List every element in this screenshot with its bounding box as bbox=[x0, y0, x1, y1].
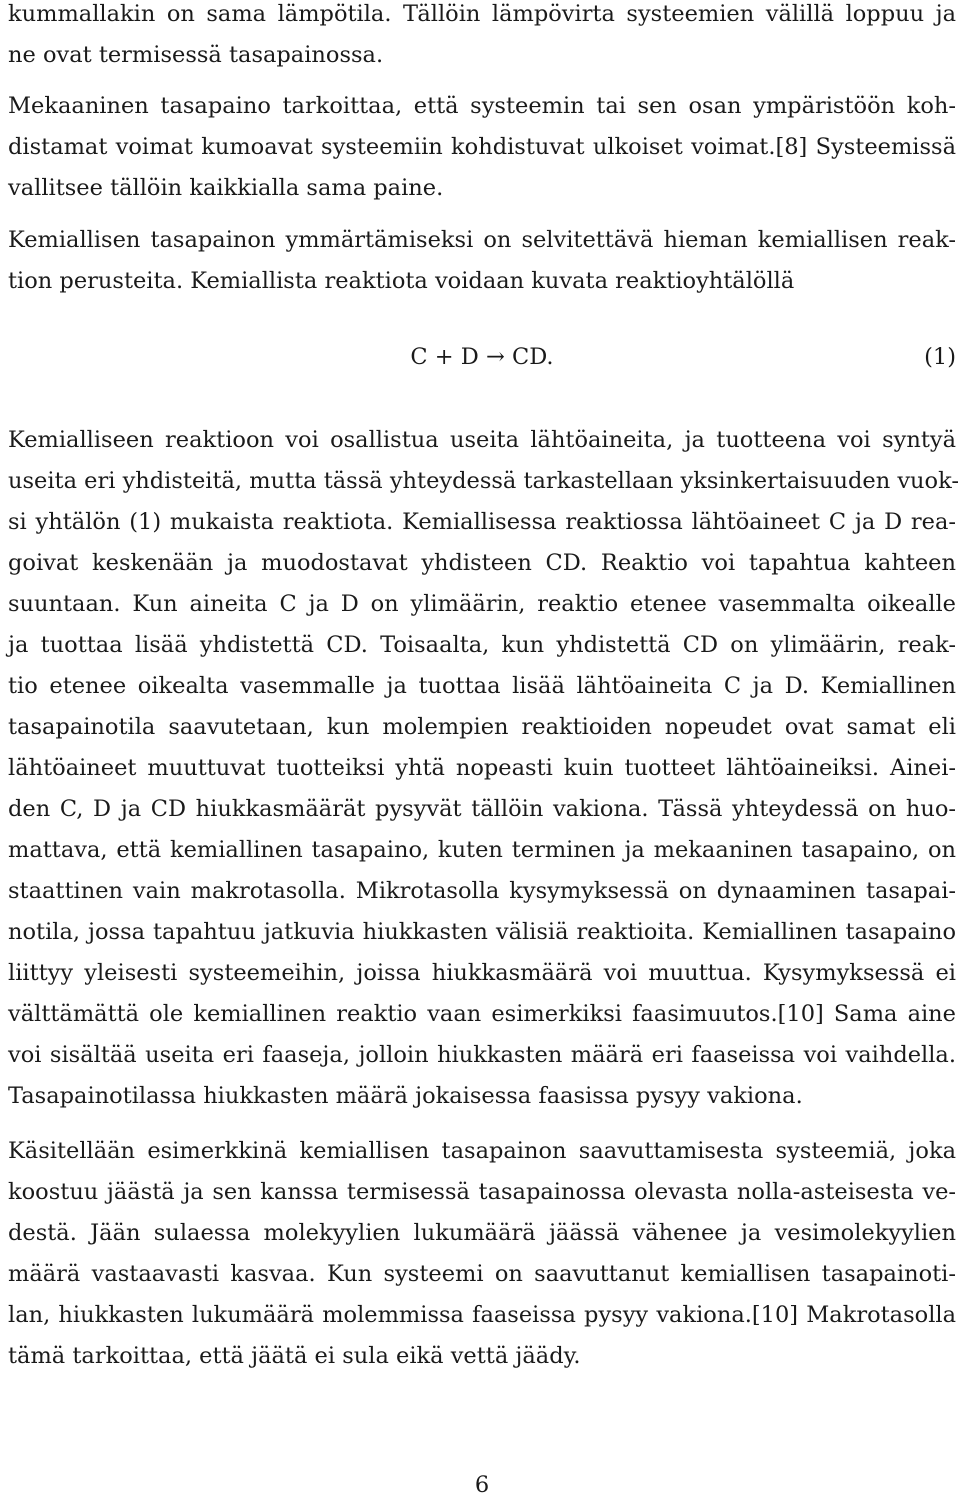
text-line: goivat keskenään ja muodostavat yhdisteen CD. Reaktio voi tapahtua kahteen bbox=[8, 550, 956, 576]
text-line: tio etenee oikealta vasemmalle ja tuottaa lisää lähtöaineita C ja D. Kemiallinen bbox=[8, 673, 956, 699]
equation-number: (1) bbox=[924, 344, 956, 370]
text-line: Kemiallisen tasapainon ymmärtämiseksi on selvitettävä hieman kemiallisen reak- bbox=[8, 227, 956, 253]
text-line: destä. Jään sulaessa molekyylien lukumäärä jäässä vähenee ja vesimolekyylien bbox=[8, 1220, 956, 1246]
text-line: Kemialliseen reaktioon voi osallistua useita lähtöaineita, ja tuotteena voi syntyä bbox=[8, 427, 956, 453]
text-line: tion perusteita. Kemiallista reaktiota voidaan kuvata reaktioyhtälöllä bbox=[8, 268, 795, 294]
text-line: useita eri yhdisteitä, mutta tässä yhteydessä tarkastellaan yksinkertaisuuden vuok- bbox=[8, 468, 959, 494]
text-line: lähtöaineet muuttuvat tuotteiksi yhtä nopeasti kuin tuotteet lähtöaineiksi. Ainei- bbox=[8, 755, 956, 781]
text-line: Tasapainotilassa hiukkasten määrä jokaisessa faasissa pysyy vakiona. bbox=[8, 1083, 803, 1109]
text-line: Käsitellään esimerkkinä kemiallisen tasapainon saavuttamisesta systeemiä, joka bbox=[8, 1138, 956, 1164]
text-line: suuntaan. Kun aineita C ja D on ylimäärin, reaktio etenee vasemmalta oikealle bbox=[8, 591, 956, 617]
text-line: mattava, että kemiallinen tasapaino, kuten terminen ja mekaaninen tasapaino, on bbox=[8, 837, 956, 863]
text-line: voi sisältää useita eri faaseja, jolloin hiukkasten määrä eri faaseissa voi vaihdella. bbox=[8, 1042, 956, 1068]
text-line: liittyy yleisesti systeemeihin, joissa hiukkasmäärä voi muuttua. Kysymyksessä ei bbox=[8, 960, 956, 986]
text-line: kummallakin on sama lämpötila. Tällöin lämpövirta systeemien välillä loppuu ja bbox=[8, 1, 956, 27]
text-line: distamat voimat kumoavat systeemiin kohdistuvat ulkoiset voimat.[8] Systeemissä bbox=[8, 134, 956, 160]
page-number: 6 bbox=[474, 1472, 490, 1498]
text-line: tasapainotila saavutetaan, kun molempien reaktioiden nopeudet ovat samat eli bbox=[8, 714, 956, 740]
equation bbox=[8, 337, 956, 378]
text-line: ne ovat termisessä tasapainossa. bbox=[8, 42, 384, 68]
text-line: staattinen vain makrotasolla. Mikrotasolla kysymyksessä on dynaaminen tasapai- bbox=[8, 878, 956, 904]
text-line: välttämättä ole kemiallinen reaktio vaan esimerkiksi faasimuutos.[10] Sama aine bbox=[8, 1001, 956, 1027]
text-line: tämä tarkoittaa, että jäätä ei sula eikä vettä jäädy. bbox=[8, 1343, 581, 1369]
equation-expression: C + D → CD. bbox=[410, 344, 554, 370]
text-line: koostuu jäästä ja sen kanssa termisessä tasapainossa olevasta nolla-asteisesta ve- bbox=[8, 1179, 956, 1205]
text-line: lan, hiukkasten lukumäärä molemmissa faaseissa pysyy vakiona.[10] Makrotasolla bbox=[8, 1302, 956, 1328]
text-line: ja tuottaa lisää yhdistettä CD. Toisaalta, kun yhdistettä CD on ylimäärin, reak- bbox=[8, 632, 956, 658]
text-line: vallitsee tällöin kaikkialla sama paine. bbox=[8, 175, 444, 201]
text-line: Mekaaninen tasapaino tarkoittaa, että systeemin tai sen osan ympäristöön koh- bbox=[8, 93, 956, 119]
text-line: notila, jossa tapahtuu jatkuvia hiukkasten välisiä reaktioita. Kemiallinen tasapaino bbox=[8, 919, 956, 945]
text-line: määrä vastaavasti kasvaa. Kun systeemi on saavuttanut kemiallisen tasapainoti- bbox=[8, 1261, 956, 1287]
text-line: den C, D ja CD hiukkasmäärät pysyvät tällöin vakiona. Tässä yhteydessä on huo- bbox=[8, 796, 956, 822]
text-line: si yhtälön (1) mukaista reaktiota. Kemiallisessa reaktiossa lähtöaineet C ja D rea- bbox=[8, 509, 956, 535]
